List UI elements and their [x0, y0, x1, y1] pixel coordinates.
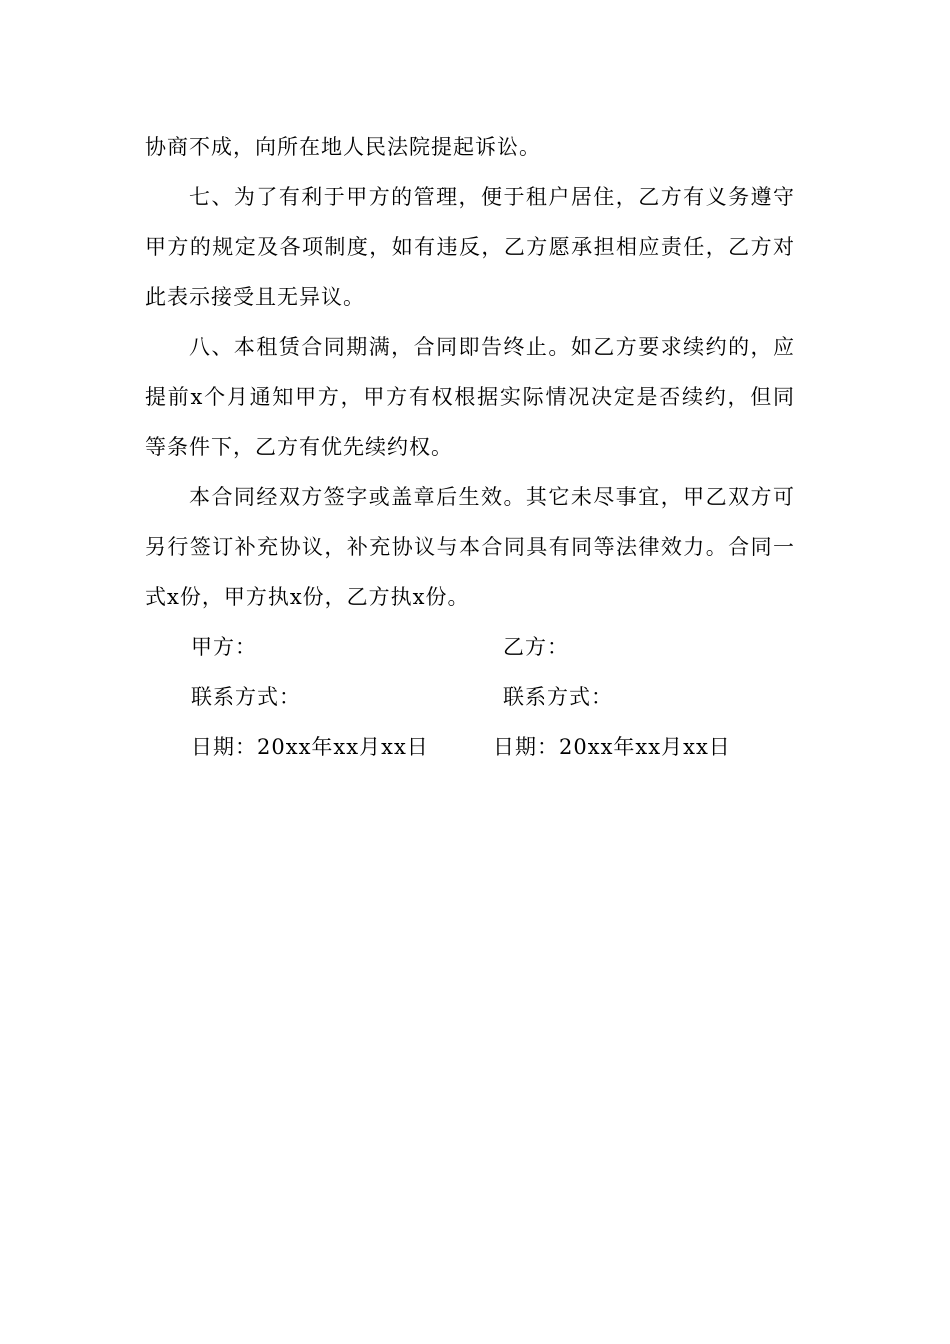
party-a-contact: 联系方式： [191, 685, 301, 709]
signature-date-row [145, 722, 795, 772]
party-b-date: 日期：20xx年xx月xx日 [493, 735, 731, 759]
party-a-label: 甲方： [191, 635, 257, 659]
paragraph-clause-seven: 七、为了有利于甲方的管理，便于租户居住，乙方有义务遵守甲方的规定及各项制度，如有违反，乙方愿承担相应责任，乙方对此表示接受且无异议。 [145, 185, 795, 309]
party-b-contact: 联系方式： [503, 685, 613, 709]
signature-party-row [145, 622, 795, 672]
paragraph-effectiveness: 本合同经双方签字或盖章后生效。其它未尽事宜，甲乙双方可另行签订补充协议，补充协议与本合同具有同等法律效力。合同一式x份，甲方执x份，乙方执x份。 [145, 485, 795, 609]
party-a-date: 日期：20xx年xx月xx日 [191, 735, 429, 759]
paragraph-continuation: 协商不成，向所在地人民法院提起诉讼。 [145, 135, 541, 159]
document-body [145, 122, 795, 772]
paragraph-clause-eight: 八、本租赁合同期满，合同即告终止。如乙方要求续约的，应提前x个月通知甲方，甲方有权根据实际情况决定是否续约，但同等条件下，乙方有优先续约权。 [145, 335, 795, 459]
signature-contact-row [145, 672, 795, 722]
party-b-label: 乙方： [503, 635, 569, 659]
